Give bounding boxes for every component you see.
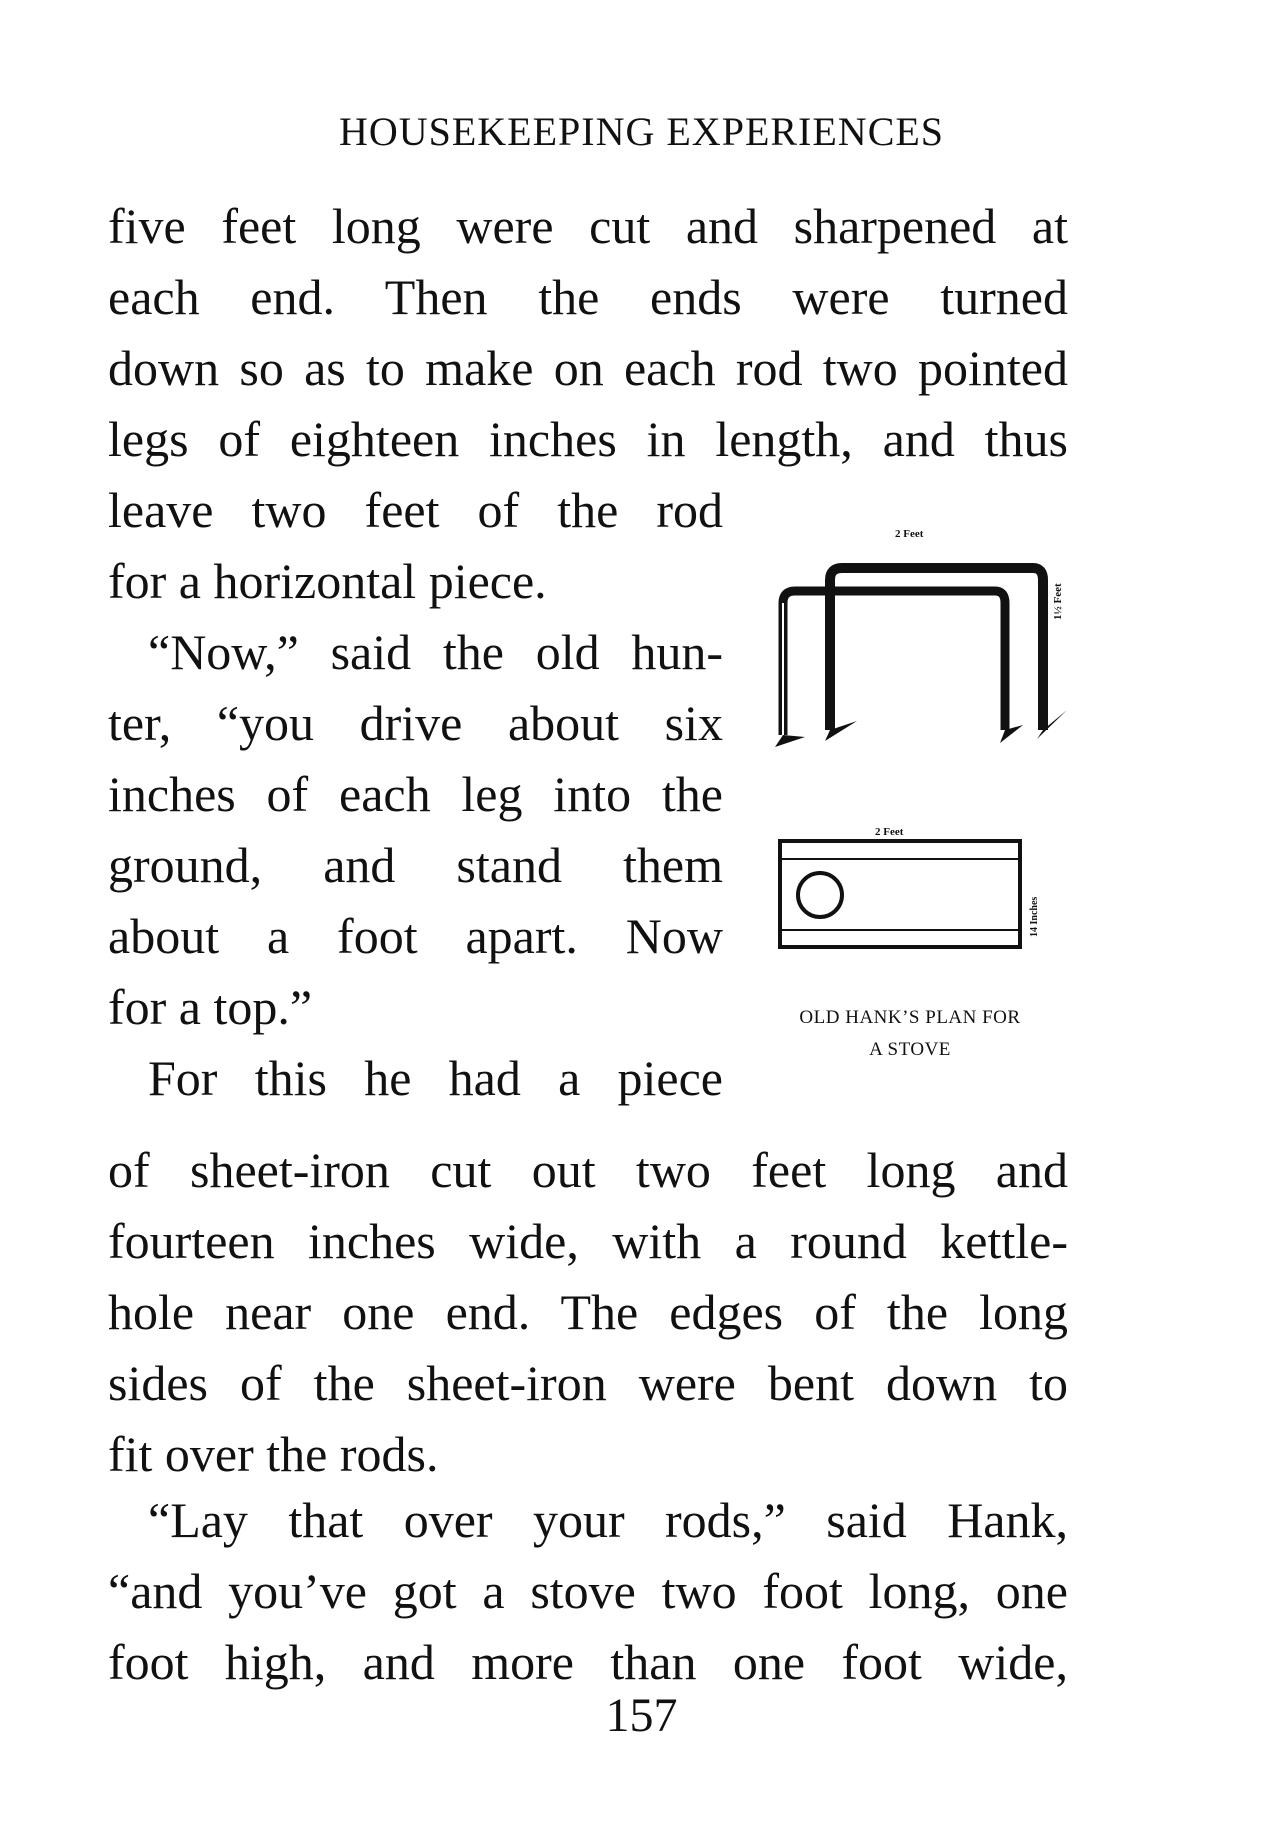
text-line: hole near one end. The edges of the long — [108, 1284, 1068, 1340]
text-line: ter, “you drive about six — [108, 695, 723, 751]
text-line: fourteen inches wide, with a round kettle- — [108, 1213, 1068, 1269]
plate-top-label: 2 Feet — [875, 826, 904, 838]
paragraph-1 — [108, 191, 1068, 475]
stove-plan-figure — [765, 525, 1075, 1075]
paragraph-3 — [108, 1135, 1068, 1490]
leg-point — [775, 735, 805, 747]
text-line: leave two feet of the rod — [108, 482, 723, 538]
text-line: inches of each leg into the — [108, 766, 723, 822]
paragraph-4 — [108, 1485, 1068, 1698]
text-line: foot high, and more than one foot wide, — [108, 1634, 1068, 1690]
stove-plan-drawing — [765, 525, 1075, 975]
figure-caption — [720, 1002, 1100, 1066]
front-rod — [783, 591, 1005, 735]
text-line: for a top.” — [108, 979, 313, 1035]
text-line: sides of the sheet-iron were bent down to — [108, 1355, 1068, 1411]
rod-top-label: 2 Feet — [895, 528, 924, 540]
text-line: “and you’ve got a stove two foot long, one — [108, 1563, 1068, 1619]
text-line: fit over the rods. — [108, 1426, 439, 1482]
running-head: HOUSEKEEPING EXPERIENCES — [338, 109, 945, 154]
text-line: “Lay that over your rods,” said Hank, — [148, 1492, 1068, 1548]
text-line: ground, and stand them — [108, 837, 723, 893]
text-line: five feet long were cut and sharpened at — [108, 198, 1068, 254]
sheet-iron-plate — [780, 841, 1020, 947]
rod-side-label: 1½ Feet — [1052, 583, 1064, 620]
text-line: about a foot apart. Now — [108, 908, 723, 964]
text-line: for a horizontal piece. — [108, 553, 547, 609]
text-line: down so as to make on each rod two pointed — [108, 340, 1068, 396]
plate-side-label: 14 Inches — [1029, 896, 1040, 937]
text-line: legs of eighteen inches in length, and thus — [108, 411, 1068, 467]
paragraph-2-narrow — [108, 475, 723, 1114]
caption-line: OLD HANK’S PLAN FOR — [799, 1007, 1021, 1028]
caption-line: A STOVE — [869, 1039, 951, 1060]
text-line: For this he had a piece — [148, 1050, 723, 1106]
page-number: 157 — [605, 1689, 678, 1742]
kettle-hole — [798, 873, 842, 917]
text-line: “Now,” said the old hun- — [148, 624, 723, 680]
text-line: of sheet-iron cut out two feet long and — [108, 1142, 1068, 1198]
text-line: each end. Then the ends were turned — [108, 269, 1068, 325]
